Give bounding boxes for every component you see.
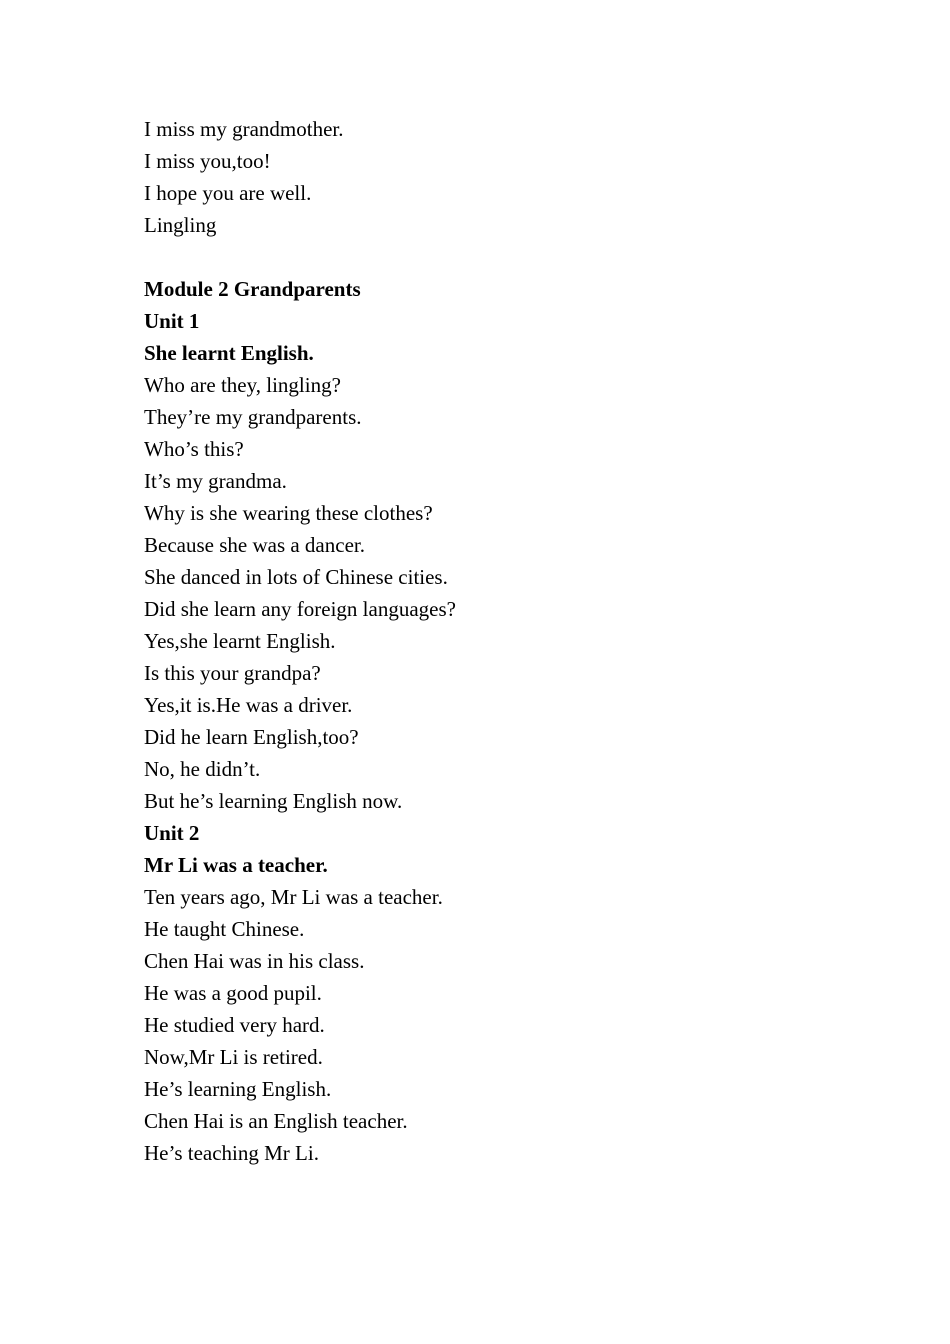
spacer bbox=[144, 241, 950, 273]
text-line: It’s my grandma. bbox=[144, 469, 287, 493]
text-line: Who are they, lingling? bbox=[144, 373, 341, 397]
letter-ending bbox=[144, 113, 950, 241]
text-line: Now,Mr Li is retired. bbox=[144, 1045, 323, 1069]
unit-1-heading: Unit 1 bbox=[144, 309, 200, 333]
text-line: He taught Chinese. bbox=[144, 917, 305, 941]
text-line: He was a good pupil. bbox=[144, 981, 322, 1005]
unit-1-section bbox=[144, 305, 950, 817]
text-line: Yes,it is.He was a driver. bbox=[144, 693, 353, 717]
unit-2-section bbox=[144, 817, 950, 1169]
text-line: Ten years ago, Mr Li was a teacher. bbox=[144, 885, 443, 909]
unit-2-title: Mr Li was a teacher. bbox=[144, 853, 328, 877]
text-line: She danced in lots of Chinese cities. bbox=[144, 565, 448, 589]
unit-2-heading: Unit 2 bbox=[144, 821, 200, 845]
text-line: They’re my grandparents. bbox=[144, 405, 362, 429]
text-line: No, he didn’t. bbox=[144, 757, 261, 781]
text-line: I miss my grandmother. bbox=[144, 117, 344, 141]
text-line: Why is she wearing these clothes? bbox=[144, 501, 433, 525]
text-line: Because she was a dancer. bbox=[144, 533, 365, 557]
unit-1-title: She learnt English. bbox=[144, 341, 314, 365]
text-line: Is this your grandpa? bbox=[144, 661, 321, 685]
text-line: I miss you,too! bbox=[144, 149, 271, 173]
text-line: Did he learn English,too? bbox=[144, 725, 359, 749]
text-line: Who’s this? bbox=[144, 437, 244, 461]
text-line: Chen Hai is an English teacher. bbox=[144, 1109, 408, 1133]
signature-name: Lingling bbox=[144, 213, 217, 237]
text-line: Chen Hai was in his class. bbox=[144, 949, 365, 973]
module-title: Module 2 Grandparents bbox=[144, 277, 361, 301]
text-line: He’s teaching Mr Li. bbox=[144, 1141, 319, 1165]
text-line: He’s learning English. bbox=[144, 1077, 332, 1101]
text-line: He studied very hard. bbox=[144, 1013, 325, 1037]
text-line: Did she learn any foreign languages? bbox=[144, 597, 456, 621]
text-line: Yes,she learnt English. bbox=[144, 629, 336, 653]
text-line: But he’s learning English now. bbox=[144, 789, 403, 813]
text-line: I hope you are well. bbox=[144, 181, 312, 205]
